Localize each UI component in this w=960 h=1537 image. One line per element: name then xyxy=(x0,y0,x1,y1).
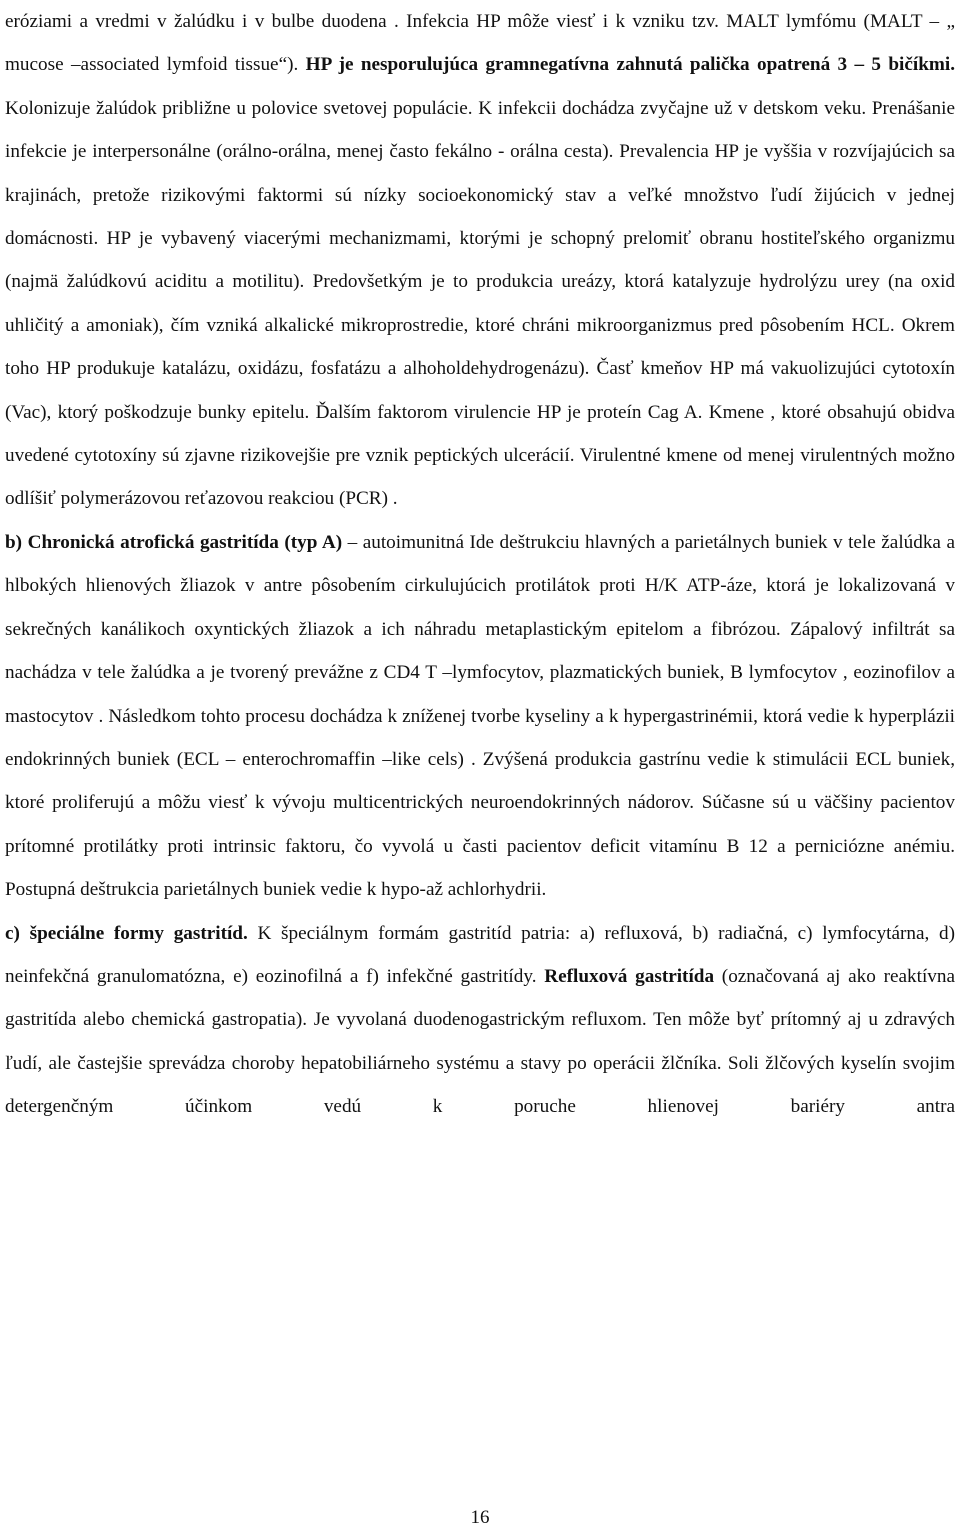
paragraph-special-gastritis xyxy=(5,912,955,1129)
text-segment: (označovaná aj ako reaktívna gastritída alebo chemická gastropatia). Je vyvolaná duodenogastrickým refluxom. Ten môže byť prítomný aj u zdravých ľudí, ale častejšie sprevádza choroby hepatobiliárneho systému a stavy po operácii žlčníka. Soli žlčových kyselín svojim detergenčným účinkom vedú k poruche hlienovej bariéry antra xyxy=(5,965,955,1118)
paragraph-hp-infection xyxy=(5,0,955,521)
paragraph-atrophic-gastritis xyxy=(5,521,955,912)
text-segment: eróziami a vredmi v žalúdku i v bulbe duodena . Infekcia HP môže viesť i k vzniku tzv. MALT lymfómu (MALT – „ mucose –associated lymfoid tissue“). xyxy=(5,11,955,76)
section-heading-b: b) Chronická atrofická gastritída (typ A) xyxy=(5,531,343,553)
text-segment: K špeciálnym formám gastritíd patria: a) refluxová, b) radiačná, c) lymfocytárna, d) neinfekčná granulomatózna, e) eozinofilná a f) infekčné gastritídy. xyxy=(5,922,955,987)
document-page xyxy=(5,0,955,1129)
bold-text-segment: HP je nesporulujúca gramnegatívna zahnutá palička opatrená 3 – 5 bičíkmi. xyxy=(305,54,955,76)
bold-term-reflux-gastritis: Refluxová gastritída xyxy=(544,965,715,987)
page-number: 16 xyxy=(470,1507,490,1528)
section-heading-c: c) špeciálne formy gastritíd. xyxy=(5,922,248,944)
text-segment: – autoimunitná Ide deštrukciu hlavných a parietálnych buniek v tele žalúdka a hlbokých hlienových žliazok v antre pôsobením cirkulujúcich protilátok proti H/K ATP-áze, ktorá je lokalizovaná v sekrečných kanálikoch oxyntických žliazok a ich náhradu metaplastickým epitelom a fibrózou. Zápalový infiltrát sa nachádza v tele žalúdka a je tvorený prevážne z CD4 T –lymfocytov, plazmatických buniek, B lymfocytov , eozinofilov a mastocytov . Následkom tohto procesu dochádza k zníženej tvorbe kyseliny a k hypergastrinémii, ktorá vedie k hyperplázii endokrinných buniek (ECL – enterochromaffin –like cels) . Zvýšená produkcia gastrínu vedie k stimulácii ECL buniek, ktoré proliferujú a môžu viesť k vývoju multicentrických neuroendokrinných nádorov. Súčasne sú u väčšiny pacientov prítomné protilátky proti intrinsic faktoru, čo vyvolá u časti pacientov deficit vitamínu B 12 a perniciózne anémiu. Postupná deštrukcia parietálnych buniek vedie k hypo-až achlorhydrii. xyxy=(5,531,955,901)
text-segment: Kolonizuje žalúdok približne u polovice svetovej populácie. K infekcii dochádza zvyčajne už v detskom veku. Prenášanie infekcie je interpersonálne (orálno-orálna, menej často fekálno - orálna cesta). Prevalencia HP je vyššia v rozvíjajúcich sa krajinách, pretože rizikovými faktormi sú nízky socioekonomický stav a veľké množstvo ľudí žijúcich v jednej domácnosti. HP je vybavený viacerými mechanizmami, ktorými je schopný prelomiť obranu hostiteľského organizmu (najmä žalúdkovú aciditu a motilitu). Predovšetkým je to produkcia ureázy, ktorá katalyzuje hydrolýzu urey (na oxid uhličitý a amoniak), čím vzniká alkalické mikroprostredie, ktoré chráni mikroorganizmus pred pôsobením HCL. Okrem toho HP produkuje katalázu, oxidázu, fosfatázu a alhoholdehydrogenázu). Časť kmeňov HP má vakuolizujúci cytotoxín (Vac), ktorý poškodzuje bunky epitelu. Ďalším faktorom virulencie HP je proteín Cag A. Kmene , ktoré obsahujú obidva uvedené cytotoxíny sú zjavne rizikovejšie pre vznik peptických ulcerácií. Virulentné kmene od menej virulentných možno odlíšiť polymerázovou reťazovou reakciou (PCR) . xyxy=(5,97,955,510)
